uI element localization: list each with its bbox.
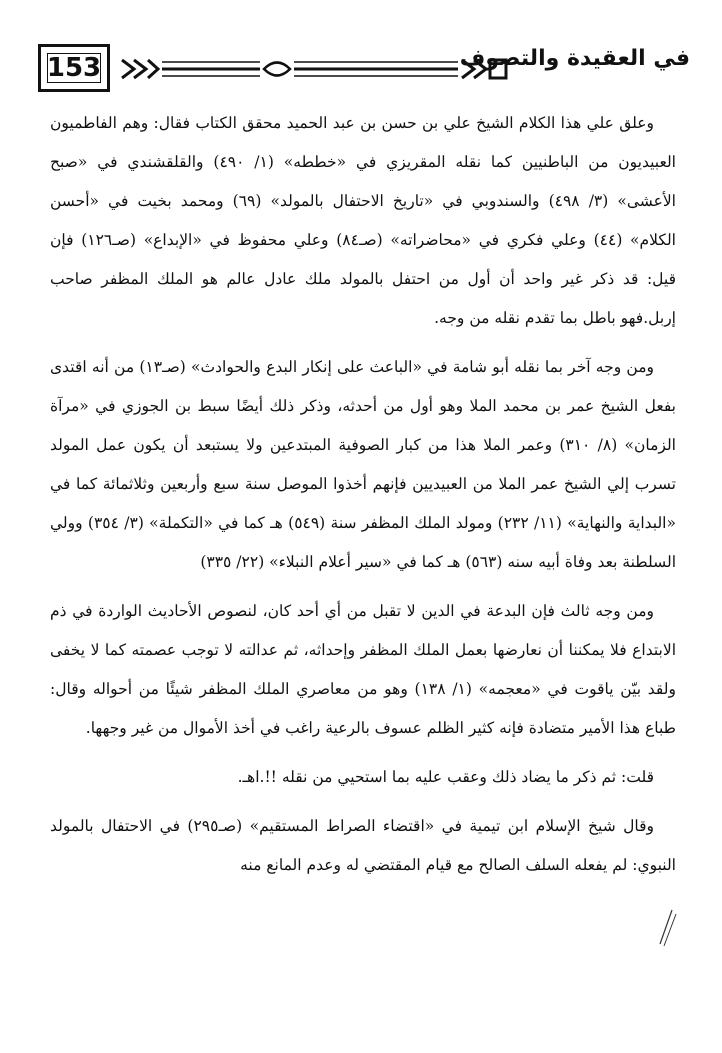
paragraph: وعلق علي هذا الكلام الشيخ علي بن حسن بن عبد الحميد محقق الكتاب فقال: وهم الفاطميون العبيديون من الباطنيين كما نقله المقريزي في «خططه» (١/ ٤٩٠) والقلقشندي في «صبح الأعشى» (٣/ ٤٩٨) والسندوبي في «تاريخ الاحتفال بالمولد» (٦٩) ومحمد بخيت في «أحسن الكلام» (٤٤) وعلي فكري في «محاضراته» (صـ٨٤) وعلي محفوظ في «الإبداع» (صـ١٢٦) فإن قيل: قد ذكر غير واحد أن أول من احتفل بالمولد ملك عادل عالم هو الملك المظفر صاحب إربل.فهو باطل بما تقدم نقله من وجه. [50,114,676,327]
paragraph: وقال شيخ الإسلام ابن تيمية في «اقتضاء الصراط المستقيم» (صـ٢٩٥) في الاحتفال بالمولد النبوي: لم يفعله السلف الصالح مع قيام المقتضي له وعدم المانع منه [50,817,676,874]
book-title: في العقيدة والتصوف [459,46,690,71]
paragraph: ومن وجه ثالث فإن البدعة في الدين لا تقبل من أي أحد كان، لنصوص الأحاديث الواردة في ذم الابتداع فلا يمكننا أن نعارضها بعمل الملك المظفر وإحداثه، ثم عدالته لا توجب عصمته كما لا يخفى ولقد بيّن ياقوت في «معجمه» (١/ ١٣٨) وهو من معاصري الملك المظفر شيئًا من أحواله وقال: طباع هذا الأمير متضادة فإنه كثير الظلم عسوف بالرعية راغب في أخذ الأموال من غير وجهها. [50,602,676,737]
page-number: 153 [38,44,110,92]
paragraph: قلت: ثم ذكر ما يضاد ذلك وعقب عليه بما استحيي من نقله !!.اهـ. [237,768,654,786]
paragraph: ومن وجه آخر بما نقله أبو شامة في «الباعث على إنكار البدع والحوادث» (صـ١٣) من أنه اقتدى بفعل الشيخ عمر بن محمد الملا وهو أول من أحدثه، وذكر ذلك أيضًا سبط بن الجوزي في «مرآة الزمان» (٨/ ٣١٠) وعمر الملا هذا من كبار الصوفية المبتدعين ولا يستبعد أن يكون عمل المولد تسرب إلي الشيخ عمر الملا من العبيديين فإنهم أخذوا الموصل سنة سبع وأربعين وثلاثمائة كما في «البداية والنهاية» (١١/ ٢٣٢) ومولد الملك المظفر سنة (٥٤٩) هـ كما في «التكملة» (٣/ ٣٥٤) وولي السلطنة بعد وفاة أبيه سنه (٥٦٣) هـ كما في «سير أعلام النبلاء» (٢٢/ ٣٣٥) [50,358,676,571]
page-body [50,104,676,885]
handwritten-mark-icon [652,908,680,948]
page-header [38,44,690,94]
ornament-divider-icon [114,54,514,84]
